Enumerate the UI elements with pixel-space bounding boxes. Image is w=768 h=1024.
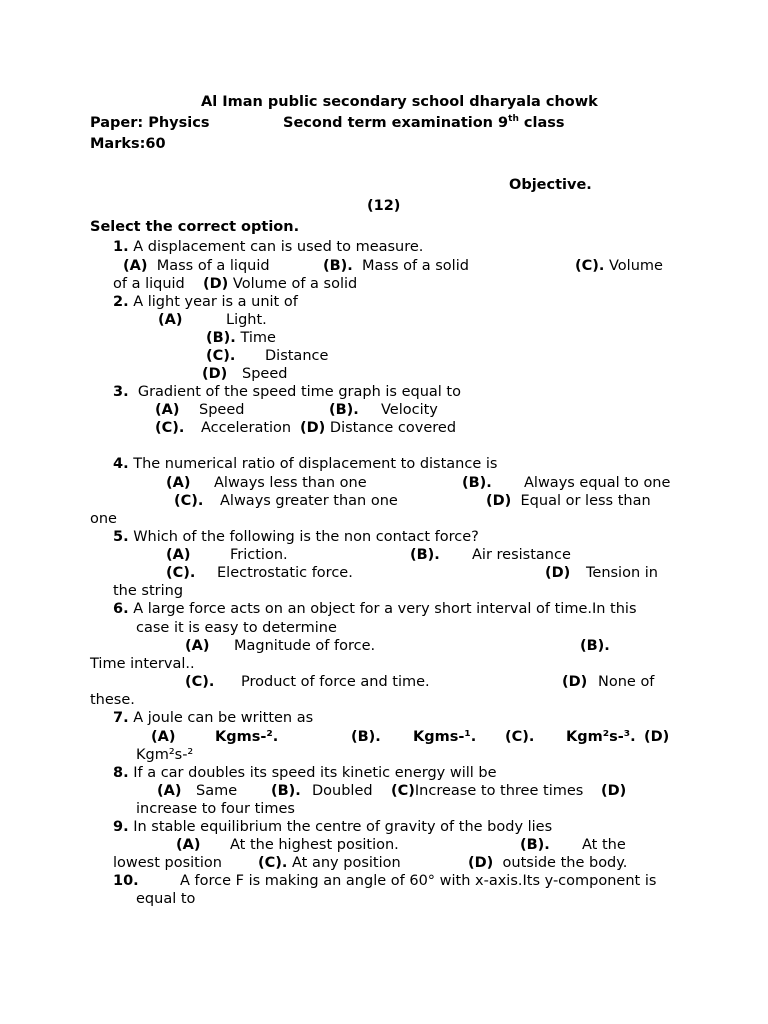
option-c-text: Product of force and time. xyxy=(241,674,430,690)
question-9: 9. In stable equilibrium the centre of gravity of the body lies xyxy=(113,819,553,835)
option-c: (C). Volume xyxy=(575,258,663,274)
option-b: (B). xyxy=(410,547,440,563)
option-c: (C). xyxy=(166,565,196,581)
section-title: Objective. xyxy=(509,177,592,193)
question-10: 10. xyxy=(113,873,139,889)
option-d-text: increase to four times xyxy=(136,801,295,817)
option-d: (D) Volume of a solid xyxy=(203,276,358,292)
section-marks: (12) xyxy=(367,198,401,214)
option-a: (A) xyxy=(185,638,210,654)
option-d-text: Speed xyxy=(242,366,288,382)
option-b-text: Doubled xyxy=(312,783,373,799)
option-b: (B). xyxy=(329,402,359,418)
option-c-continued: of a liquid xyxy=(113,276,185,292)
option-b-text: Time interval.. xyxy=(90,656,195,672)
option-a-text: Light. xyxy=(226,312,267,328)
option-a-text: Same xyxy=(196,783,238,799)
question-5: 5. Which of the following is the non contact force? xyxy=(113,529,479,545)
exam-title: Second term examination 9th class xyxy=(283,114,565,131)
option-d: (D) xyxy=(601,783,627,799)
option-b-text: Air resistance xyxy=(472,547,571,563)
option-d: (D) outside the body. xyxy=(468,855,628,871)
question-7: 7. A joule can be written as xyxy=(113,710,314,726)
option-d: (D) xyxy=(202,366,228,382)
option-d-text: Tension in xyxy=(586,565,658,581)
option-a-text: Kgms-². xyxy=(215,729,279,745)
option-a: (A) xyxy=(157,783,182,799)
question-3: 3. Gradient of the speed time graph is equal to xyxy=(113,384,461,400)
option-b: (B). xyxy=(462,475,492,491)
option-a: (A) xyxy=(151,729,176,745)
option-b: (B). xyxy=(271,783,301,799)
option-a-text: Always less than one xyxy=(214,475,367,491)
option-d: (D) Equal or less than xyxy=(486,493,651,509)
option-b: (B). Time xyxy=(206,330,276,346)
option-a-text: Friction. xyxy=(230,547,288,563)
question-4: 4. The numerical ratio of displacement to distance is xyxy=(113,456,498,472)
option-d-continued: these. xyxy=(90,692,135,708)
option-d: (D) xyxy=(562,674,588,690)
option-b-continued: lowest position xyxy=(113,855,222,871)
option-c-text: Electrostatic force. xyxy=(217,565,353,581)
option-c: (C). xyxy=(206,348,236,364)
option-b: (B). xyxy=(520,837,550,853)
question-6: 6. A large force acts on an object for a very short interval of time.In this xyxy=(113,601,637,617)
option-b: (B). xyxy=(351,729,381,745)
option-d-continued: one xyxy=(90,511,117,527)
option-c: (C). xyxy=(155,420,185,436)
option-d-text: Kgm²s-² xyxy=(136,747,194,763)
option-c-text: Always greater than one xyxy=(220,493,398,509)
question-2: 2. A light year is a unit of xyxy=(113,294,298,310)
instruction: Select the correct option. xyxy=(90,219,300,235)
option-b-text: At the xyxy=(582,837,626,853)
question-6-continued: case it is easy to determine xyxy=(136,620,337,636)
option-a-text: At the highest position. xyxy=(230,837,399,853)
option-d: (D) xyxy=(644,729,670,745)
option-d: (D) Distance covered xyxy=(300,420,457,436)
option-a: (A) Mass of a liquid xyxy=(123,258,270,274)
option-b-text: Always equal to one xyxy=(524,475,671,491)
option-b-text: Kgms-¹. xyxy=(413,729,477,745)
total-marks: Marks:60 xyxy=(90,136,166,152)
option-a: (A) xyxy=(166,547,191,563)
option-c: (C). At any position xyxy=(258,855,401,871)
option-c: (C). xyxy=(185,674,215,690)
option-a: (A) xyxy=(166,475,191,491)
option-c: (C)Increase to three times xyxy=(391,783,584,799)
option-a: (A) xyxy=(155,402,180,418)
question-1: 1. A displacement can is used to measure. xyxy=(113,239,424,255)
option-d-continued: the string xyxy=(113,583,184,599)
question-10-continued: equal to xyxy=(136,891,196,907)
option-c-text: Kgm²s-³. xyxy=(566,729,636,745)
question-8: 8. If a car doubles its speed its kinetic energy will be xyxy=(113,765,497,781)
option-c-text: Distance xyxy=(265,348,329,364)
option-a-text: Magnitude of force. xyxy=(234,638,376,654)
option-b-text: Velocity xyxy=(381,402,438,418)
option-c: (C). xyxy=(174,493,204,509)
option-b: (B). xyxy=(580,638,610,654)
question-10-text: A force F is making an angle of 60° with x-axis.Its y-component is xyxy=(180,873,657,889)
option-d: (D) xyxy=(545,565,571,581)
option-c: (C). xyxy=(505,729,535,745)
option-c-text: Acceleration xyxy=(201,420,292,436)
paper-subject: Paper: Physics xyxy=(90,115,210,131)
option-a-text: Speed xyxy=(199,402,245,418)
option-d-text: None of xyxy=(598,674,655,690)
school-name: Al Iman public secondary school dharyala chowk xyxy=(201,94,598,110)
option-a: (A) xyxy=(176,837,201,853)
option-b: (B). Mass of a solid xyxy=(323,258,469,274)
option-a: (A) xyxy=(158,312,183,328)
